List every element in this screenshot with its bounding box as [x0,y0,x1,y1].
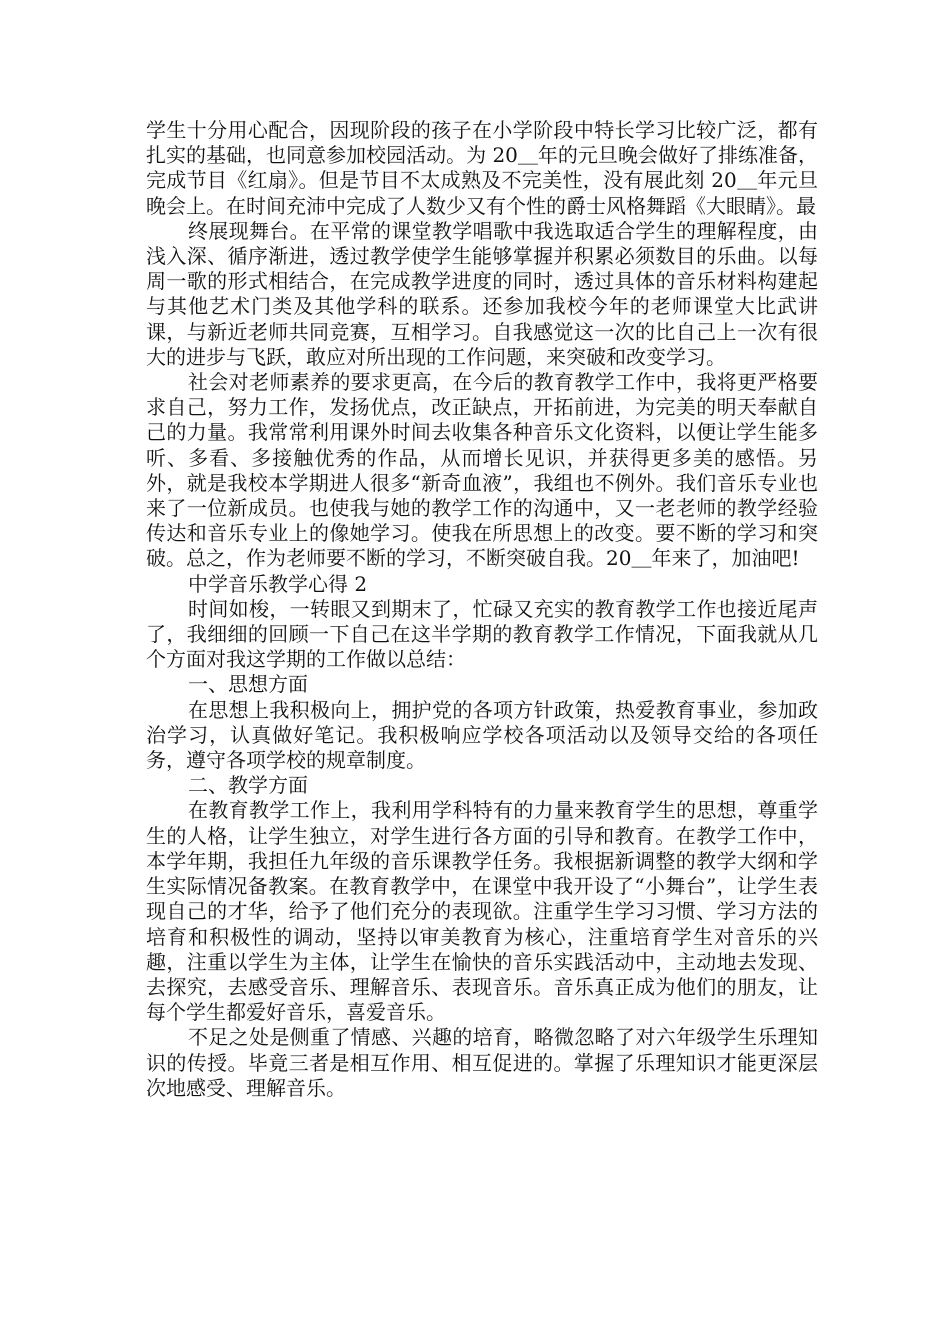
paragraph-shortcomings: 不足之处是侧重了情感、兴趣的培育，略微忽略了对六年级学生乐理知识的传授。毕竟三者是相互作用、相互促进的。掌握了乐理知识才能更深层次地感受、理解音乐。 [146,1025,818,1100]
paragraph-thought: 在思想上我积极向上，拥护党的各项方针政策，热爱教育事业，参加政治学习，认真做好笔记。我积极响应学校各项活动以及领导交给的各项任务，遵守各项学校的规章制度。 [146,697,818,773]
document-body [146,118,818,1101]
paragraph-teaching: 在教育教学工作上，我利用学科特有的力量来教育学生的思想，尊重学生的人格，让学生独立，对学生进行各方面的引导和教育。在教学工作中，本学年期，我担任九年级的音乐课教学任务。我根据新调整的教学大纲和学生实际情况备教案。在教育教学中，在课堂中我开设了“小舞台”，让学生表现自己的才华，给予了他们充分的表现欲。注重学生学习习惯、学习方法的培育和积极性的调动，坚持以审美教育为核心，注重培育学生对音乐的兴趣，注重以学生为主体，让学生在愉快的音乐实践活动中，主动地去发现、去探究，去感受音乐、理解音乐、表现音乐。音乐真正成为他们的朋友，让每个学生都爱好音乐，喜爱音乐。 [146,798,818,1025]
paragraph-continuation: 学生十分用心配合，因现阶段的孩子在小学阶段中特长学习比较广泛，都有扎实的基础，也同意参加校园活动。为 20＿年的元旦晚会做好了排练准备，完成节目《红扇》。但是节目不太成熟及不完美性，没有展此刻 20＿年元旦晚会上。在时间充沛中完成了人数少又有个性的爵士风格舞蹈《大眼睛》。最 [146,118,818,218]
section-heading-2: 中学音乐教学心得 2 [188,571,368,596]
subheading-teaching: 二、教学方面 [188,773,308,798]
subheading-thought: 一、思想方面 [188,672,308,697]
paragraph-teacher-quality: 社会对老师素养的要求更高，在今后的教育教学工作中，我将更严格要求自己，努力工作，发扬优点，改正缺点，开拓前进，为完美的明天奉献自己的力量。我常常利用课外时间去收集各种音乐文化资料，以便让学生能多听、多看、多接触优秀的作品，从而增长见识，并获得更多美的感悟。另外，就是我校本学期进人很多“新奇血液”，我组也不例外。我们音乐专业也来了一位新成员。也使我与她的教学工作的沟通中，又一老老师的教学经验传达和音乐专业上的像她学习。使我在所思想上的改变。要不断的学习和突破。总之，作为老师要不断的学习，不断突破自我。20＿年来了，加油吧! [146,370,818,571]
paragraph-stage-performance: 终展现舞台。在平常的课堂教学唱歌中我选取适合学生的理解程度，由浅入深、循序渐进，透过教学使学生能够掌握并积累必须数目的乐曲。以每周一歌的形式相结合，在完成教学进度的同时，透过具体的音乐材料构建起与其他艺术门类及其他学科的联系。还参加我校今年的老师课堂大比武讲课，与新近老师共同竞赛，互相学习。自我感觉这一次的比自己上一次有很大的进步与飞跃，敢应对所出现的工作问题，来突破和改变学习。 [146,218,818,369]
paragraph-intro-summary: 时间如梭，一转眼又到期末了，忙碌又充实的教育教学工作也接近尾声了，我细细的回顾一下自己在这半学期的教育教学工作情况，下面我就从几个方面对我这学期的工作做以总结： [146,596,818,672]
